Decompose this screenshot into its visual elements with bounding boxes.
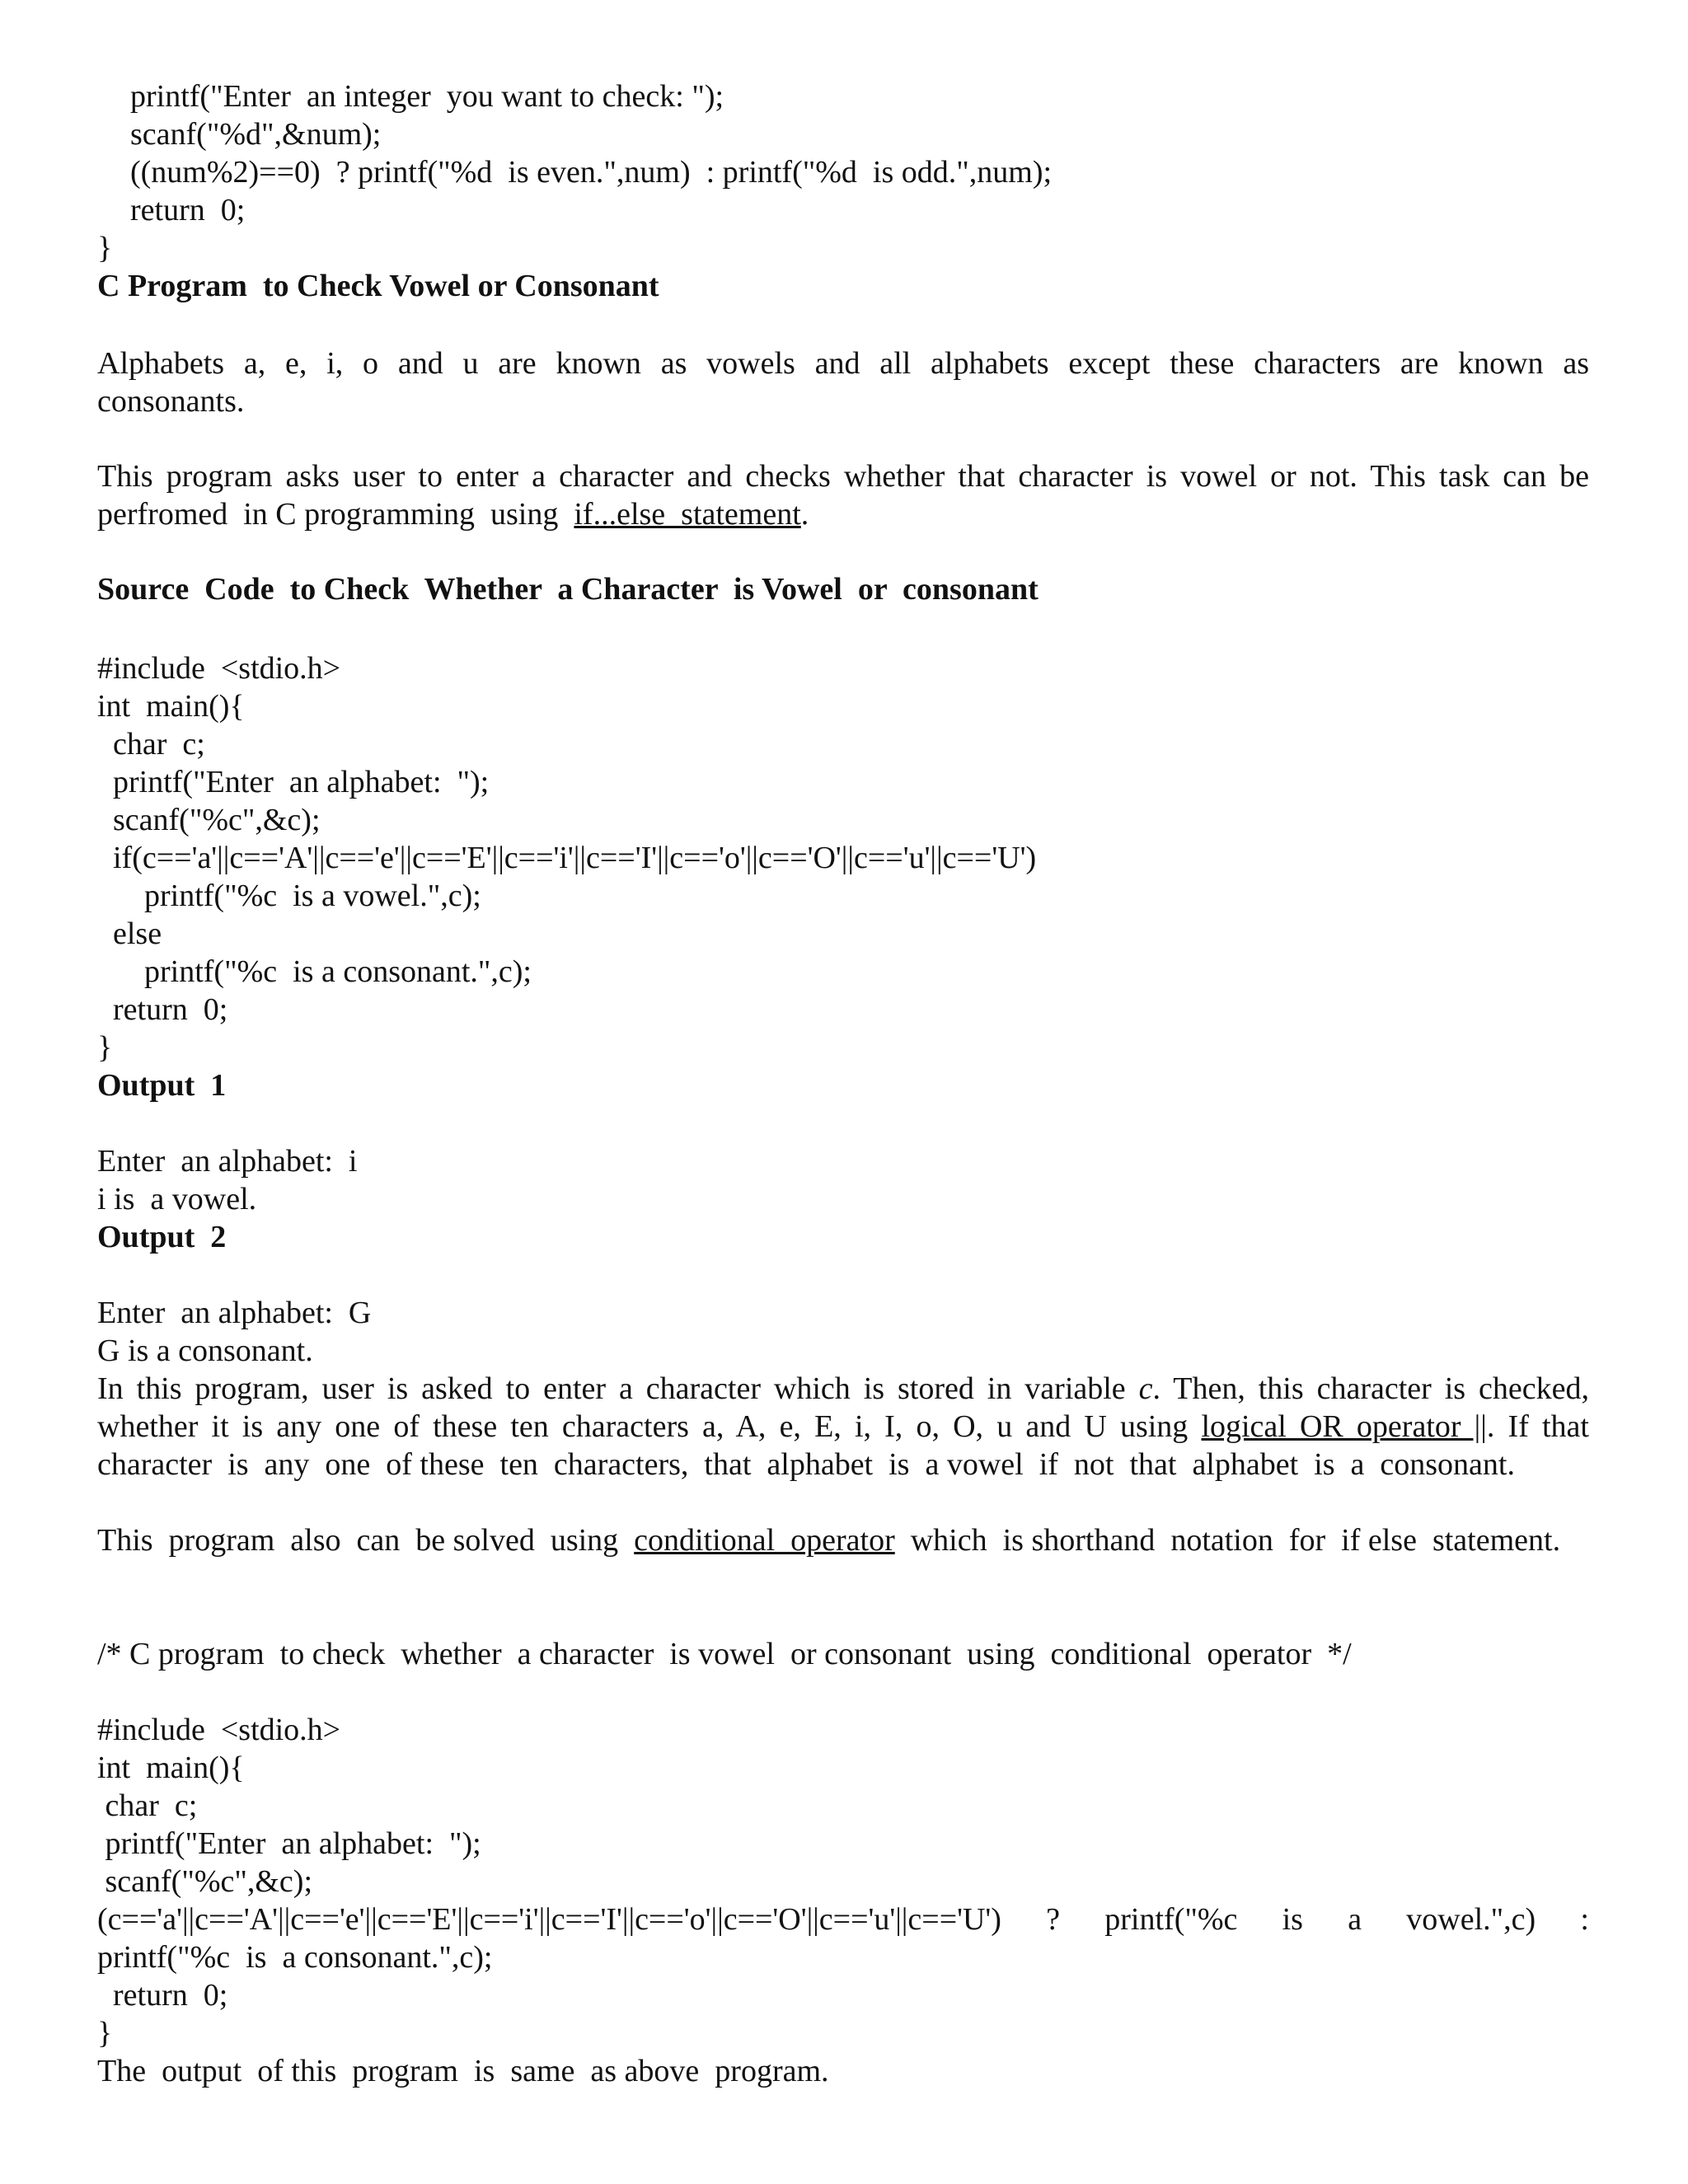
- code-line: scanf("%c",&c);: [97, 1864, 313, 1899]
- code-line: }: [97, 1030, 113, 1065]
- code-line: return 0;: [130, 193, 246, 227]
- code-line: int main(){: [97, 1750, 245, 1785]
- code-line: printf("%c is a consonant.",c);: [97, 954, 532, 989]
- variable-name: c: [1138, 1371, 1153, 1406]
- code-line: return 0;: [97, 992, 228, 1027]
- code-line: printf("Enter an integer you want to check: ");: [130, 79, 724, 114]
- text-span: In this program, user is asked to enter a character which is stored in variable: [97, 1371, 1139, 1406]
- text-span: which is shorthand notation for if else statement.: [894, 1523, 1561, 1558]
- conditional-operator-link[interactable]: conditional operator: [634, 1523, 895, 1558]
- text-span: . Then, this character is checked,: [1152, 1371, 1589, 1406]
- output-line: Enter an alphabet: i: [97, 1144, 358, 1179]
- section-heading: C Program to Check Vowel or Consonant: [97, 269, 659, 303]
- text-span: . If that: [1486, 1409, 1589, 1444]
- code-line: char c;: [97, 1788, 198, 1823]
- code-line: printf("Enter an alphabet: ");: [97, 1826, 481, 1861]
- code-line: if(c=='a'||c=='A'||c=='e'||c=='E'||c=='i'||c=='I'||c=='o'||c=='O'||c=='u'||c=='U'): [97, 841, 1037, 875]
- text-span: perfromed in C programming using: [97, 497, 574, 532]
- closing-paragraph: The output of this program is same as above program.: [97, 2054, 829, 2088]
- paragraph-line: [97, 1521, 1560, 1559]
- code-line: int main(){: [97, 689, 245, 724]
- paragraph-line: Alphabets a, e, i, o and u are known as vowels and all alphabets except these characters are known as: [97, 346, 1589, 381]
- output-line: Enter an alphabet: G: [97, 1296, 372, 1330]
- paragraph-line: This program asks user to enter a character and checks whether that character is vowel or not. This task can be: [97, 459, 1589, 494]
- output-line: i is a vowel.: [97, 1182, 257, 1216]
- code-line: return 0;: [97, 1978, 228, 2013]
- paragraph-line: [97, 1408, 1589, 1446]
- code-line: printf("%c is a consonant.",c);: [97, 1940, 493, 1975]
- code-line: }: [97, 231, 113, 265]
- paragraph-line: character is any one of these ten characters, that alphabet is a vowel if not that alphabet is a consonant.: [97, 1447, 1515, 1482]
- text-span: .: [800, 497, 809, 532]
- output-line: G is a consonant.: [97, 1333, 313, 1368]
- section-heading: Source Code to Check Whether a Character is Vowel or consonant: [97, 572, 1039, 607]
- if-else-statement-link[interactable]: if...else statement: [574, 497, 801, 532]
- code-line: scanf("%c",&c);: [97, 803, 321, 837]
- code-line: }: [97, 2016, 113, 2050]
- code-line: #include <stdio.h>: [97, 651, 341, 686]
- code-line: scanf("%d",&num);: [130, 117, 382, 152]
- code-line: printf("Enter an alphabet: ");: [97, 765, 490, 799]
- output-heading: Output 2: [97, 1220, 227, 1254]
- paragraph-line: consonants.: [97, 384, 245, 419]
- text-span: This program also can be solved using: [97, 1523, 635, 1558]
- code-comment: /* C program to check whether a character is vowel or consonant using conditional operator */: [97, 1637, 1352, 1671]
- logical-or-operator-link[interactable]: logical OR operator ||: [1201, 1409, 1487, 1444]
- text-span: whether it is any one of these ten characters a, A, e, E, i, I, o, O, u and U using: [97, 1409, 1202, 1444]
- paragraph-line: [97, 495, 809, 533]
- output-heading: Output 1: [97, 1068, 227, 1103]
- code-line: char c;: [97, 727, 205, 762]
- code-line: printf("%c is a vowel.",c);: [97, 879, 481, 913]
- code-line: else: [97, 916, 162, 951]
- code-line: (c=='a'||c=='A'||c=='e'||c=='E'||c=='i'||c=='I'||c=='o'||c=='O'||c=='u'||c=='U') ? printf("%c is a vowel.",c) :: [97, 1902, 1589, 1937]
- code-line: ((num%2)==0) ? printf("%d is even.",num) : printf("%d is odd.",num);: [130, 155, 1053, 190]
- paragraph-line: [97, 1370, 1589, 1408]
- code-line: #include <stdio.h>: [97, 1713, 341, 1747]
